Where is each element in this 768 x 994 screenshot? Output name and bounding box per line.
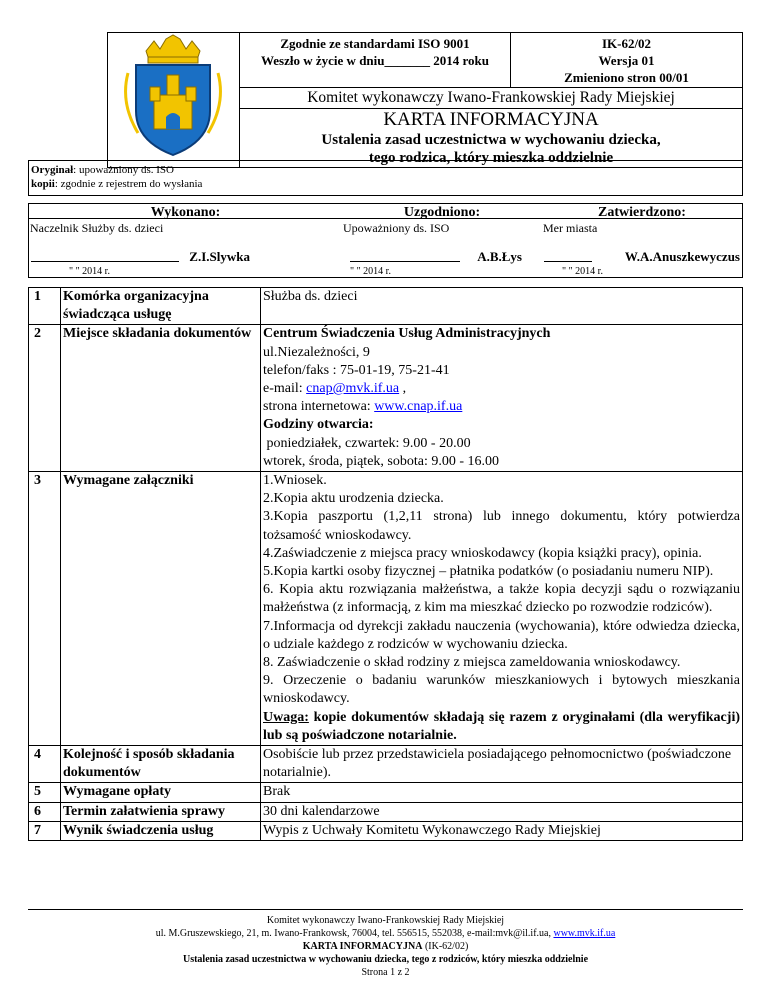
attachment-item: 5.Kopia kartki osoby fizycznej – płatnika podatków (o posiadaniu numeru NIP). <box>263 564 714 580</box>
attachment-note: Uwaga: kopie dokumentów składają się razem z oryginałami (dla weryfikacji) lub są poświadczone notarialnie. <box>263 709 740 743</box>
signature-head: Wykonano: <box>150 205 221 220</box>
city-crest-icon <box>108 33 239 159</box>
row-number: 6 <box>29 802 61 821</box>
footer-website-link[interactable]: www.mvk.if.ua <box>553 928 616 939</box>
attachment-item: 1.Wniosek. <box>263 473 327 489</box>
hours-title: Godziny otwarcia: <box>263 417 374 433</box>
row-value: Brak <box>261 783 743 802</box>
email-link[interactable]: cnap@mvk.if.ua <box>306 381 400 397</box>
row-number: 7 <box>29 821 61 840</box>
row-value: Osobiście lub przez przedstawiciela posiadającego pełnomocnictwo (poświadczone notarialnie). <box>261 746 743 783</box>
attachment-item: 6. Kopia aktu rozwiązania małżeństwa, a także kopia decyzji sądu o rozwiązaniu małżeństwa (z informacją, z kim ma mieszkać dziecko po rozwodzie rodziców). <box>263 582 740 616</box>
page-footer <box>28 909 743 979</box>
table-row <box>29 746 743 783</box>
page-number: Strona 1 z 2 <box>361 967 410 978</box>
signature-head: Uzgodniono: <box>403 205 481 220</box>
row-label: Wynik świadczenia usług <box>61 821 261 840</box>
row-label: Kolejność i sposób składania dokumentów <box>61 746 261 783</box>
card-title-cell <box>240 109 743 168</box>
website-link[interactable]: www.cnap.if.ua <box>374 399 463 415</box>
attachment-item: 8. Zaświadczenie o skład rodziny z miejsca zameldowania wnioskodawcy. <box>263 655 681 671</box>
row-value: Służba ds. dzieci <box>261 288 743 325</box>
row-number: 4 <box>29 746 61 783</box>
row-number: 5 <box>29 783 61 802</box>
attachment-item: 3.Kopia paszportu (1,2,11 strona) lub innego dokumentu, który potwierdza tożsamość wnioskodawcy. <box>263 509 740 543</box>
footer-address: ul. M.Gruszewskiego, 21, m. Iwano-Frankowsk, 76004, tel. 556515, 552038, e-mail:mvk@il.if.ua, www.mvk.if.ua <box>155 928 616 939</box>
standard-line1: Zgodnie ze standardami ISO 9001 <box>280 36 470 51</box>
service-details-table <box>28 287 743 841</box>
card-subtitle-1: Ustalenia zasad uczestnictwa w wychowaniu dziecka, <box>321 132 661 148</box>
header-table <box>107 32 743 168</box>
row-value: Wypis z Uchwały Komitetu Wykonawczego Rady Miejskiej <box>261 821 743 840</box>
document-version: Wersja 01 <box>598 53 655 68</box>
original-line: Oryginał: upoważniony ds. ISO <box>31 164 174 176</box>
center-email-line: e-mail: cnap@mvk.if.ua , <box>263 381 407 397</box>
center-web-line: strona internetowa: www.cnap.if.ua <box>263 399 463 415</box>
signature-role: Mer miasta <box>543 221 598 235</box>
signature-head: Zatwierdzono: <box>598 205 686 220</box>
row-label: Wymagane opłaty <box>61 783 261 802</box>
card-title: KARTA INFORMACYJNA <box>383 109 599 130</box>
attachment-item: 7.Informacja od dyrekcji zakładu nauczenia (wychowania), które odwiedza dziecka, o udziale każdego z rodziców w wychowaniu dziecka. <box>263 618 740 652</box>
signature-date: " " 2014 r. <box>69 266 110 277</box>
signature-name: Z.I.Slywka <box>189 249 250 264</box>
signature-approved <box>542 204 742 277</box>
attachment-item: 9. Orzeczenie o badaniu warunków mieszkaniowych i bytowych mieszkania wnioskodawcy. <box>263 673 740 707</box>
signature-prepared <box>29 204 342 277</box>
row-number: 1 <box>29 288 61 325</box>
card-subtitle-2: tego rodzica, który mieszka oddzielnie <box>368 150 614 166</box>
signature-agreed <box>342 204 542 277</box>
table-row <box>29 821 743 840</box>
logo-cell <box>108 33 240 168</box>
center-name: Centrum Świadczenia Usług Administracyjnych <box>263 326 551 342</box>
row-value <box>261 472 743 746</box>
signature-name: W.A.Anuszkewyczus <box>624 249 740 264</box>
pages-changed: Zmieniono stron 00/01 <box>564 70 689 85</box>
distribution-box <box>28 160 743 196</box>
version-cell <box>511 33 743 88</box>
table-row <box>29 472 743 746</box>
row-value: 30 dni kalendarzowe <box>261 802 743 821</box>
row-number: 3 <box>29 472 61 746</box>
footer-subtitle: Ustalenia zasad uczestnictwa w wychowaniu dziecka, tego z rodziców, który mieszka oddzielnie <box>182 954 589 965</box>
signature-role: Upoważniony ds. ISO <box>343 221 450 235</box>
document-code: IK-62/02 <box>601 36 652 51</box>
committee-name: Komitet wykonawczy Iwano-Frankowskiej Rady Miejskiej <box>240 88 743 109</box>
row-label: Komórka organizacyjna świadcząca usługę <box>61 288 261 325</box>
signature-name: A.B.Łys <box>477 249 522 264</box>
footer-card: KARTA INFORMACYJNA (IK-62/02) <box>302 941 469 952</box>
hours-line-1: poniedziałek, czwartek: 9.00 - 20.00 <box>263 435 471 451</box>
attachment-item: 4.Zaświadczenie z miejsca pracy wnioskodawcy (kopia książki pracy), opinia. <box>263 545 702 561</box>
signature-date: " " 2014 r. <box>562 266 603 277</box>
copy-line: kopii: zgodnie z rejestrem do wysłania <box>31 178 203 190</box>
row-label: Wymagane załączniki <box>61 472 261 746</box>
table-row <box>29 783 743 802</box>
row-value <box>261 325 743 472</box>
signature-role: Naczelnik Służby ds. dzieci <box>30 221 164 235</box>
table-row <box>29 325 743 472</box>
attachment-item: 2.Kopia aktu urodzenia dziecka. <box>263 491 444 507</box>
row-label: Termin załatwienia sprawy <box>61 802 261 821</box>
table-row <box>29 288 743 325</box>
center-address: ul.Niezależności, 9 <box>263 344 370 360</box>
row-label: Miejsce składania dokumentów <box>61 325 261 472</box>
standard-cell <box>240 33 511 88</box>
signature-date: " " 2014 r. <box>350 266 391 277</box>
footer-committee: Komitet wykonawczy Iwano-Frankowskiej Rady Miejskiej <box>266 915 505 926</box>
signatures-box <box>28 203 743 278</box>
row-number: 2 <box>29 325 61 472</box>
center-phone: telefon/faks : 75-01-19, 75-21-41 <box>263 362 450 378</box>
hours-line-2: wtorek, środa, piątek, sobota: 9.00 - 16.00 <box>263 453 500 469</box>
table-row <box>29 802 743 821</box>
standard-line2: Weszło w życie w dniu_______ 2014 roku <box>261 53 489 68</box>
